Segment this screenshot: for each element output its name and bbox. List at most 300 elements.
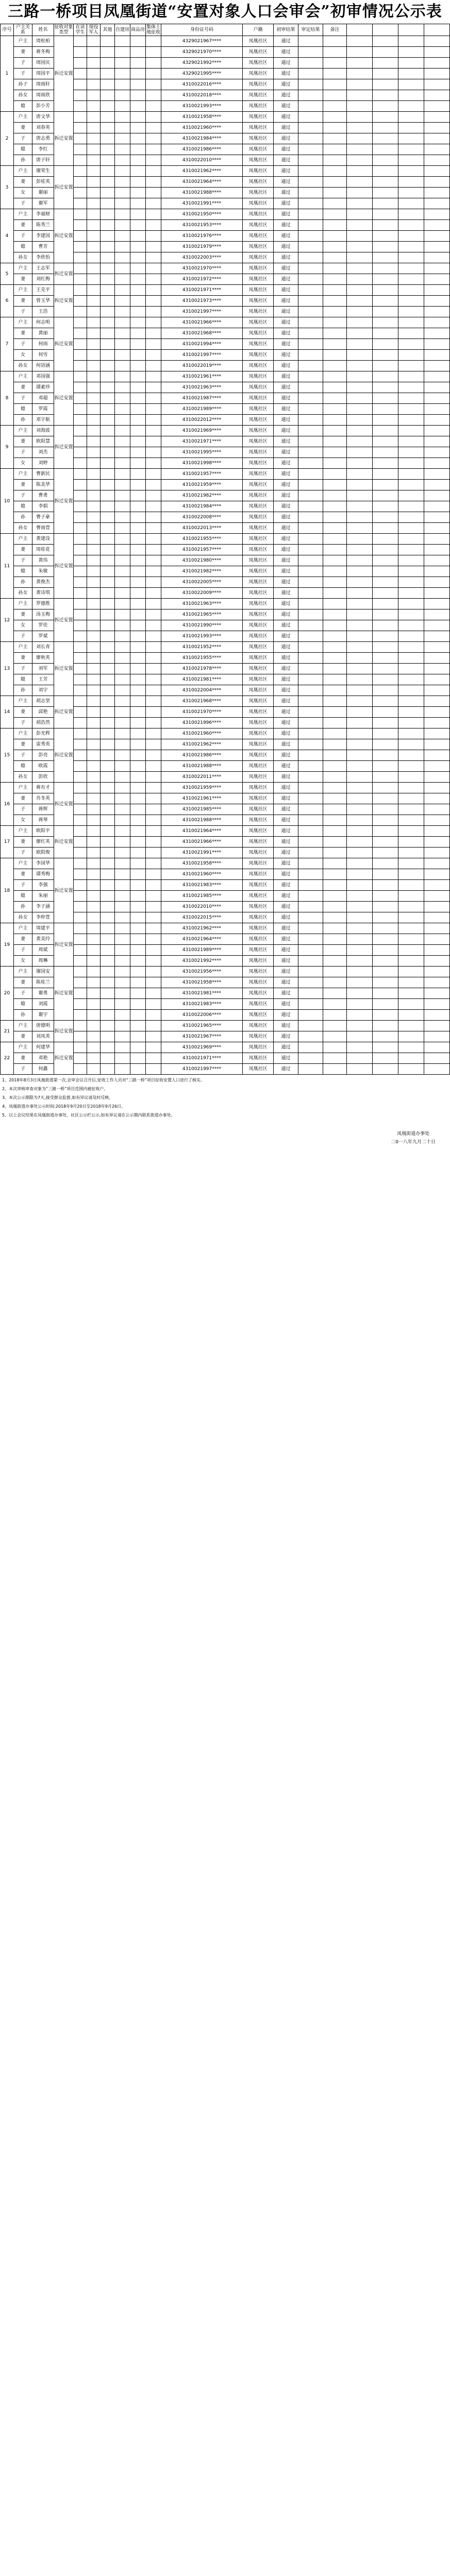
check-cell: 通过 (274, 999, 298, 1010)
military-cell (87, 209, 101, 220)
row-number: 7 (1, 317, 14, 371)
spacer-cell (424, 133, 450, 144)
spacer-cell (424, 858, 450, 869)
own-house-cell (115, 415, 130, 426)
military-cell (87, 772, 101, 783)
land-cell (146, 458, 161, 469)
relation-cell: 孙 (14, 415, 32, 426)
school-cell (74, 631, 87, 642)
result-cell (298, 317, 323, 328)
id-number-cell: 4310021956**** (161, 967, 243, 977)
other-cell (101, 956, 115, 967)
remark-cell (323, 772, 347, 783)
school-cell (74, 674, 87, 685)
spacer-cell (424, 945, 450, 956)
hukou-cell: 凤凰社区 (243, 588, 274, 599)
land-cell (146, 545, 161, 555)
military-cell (87, 101, 101, 112)
spacer-cell (398, 328, 424, 339)
spacer-cell (347, 577, 373, 588)
result-cell (298, 912, 323, 923)
check-cell: 通过 (274, 750, 298, 761)
check-cell: 通过 (274, 869, 298, 880)
school-cell (74, 480, 87, 490)
spacer-cell (424, 912, 450, 923)
other-cell (101, 761, 115, 772)
remark-cell (323, 188, 347, 198)
spacer-cell (373, 858, 398, 869)
land-cell (146, 242, 161, 252)
school-cell (74, 891, 87, 902)
result-cell (298, 382, 323, 393)
school-cell (74, 1021, 87, 1031)
spacer-cell (373, 371, 398, 382)
own-house-cell (115, 458, 130, 469)
military-cell (87, 696, 101, 707)
result-cell (298, 426, 323, 436)
spacer-cell (424, 642, 450, 653)
hukou-cell: 凤凰社区 (243, 923, 274, 934)
hukou-cell: 凤凰社区 (243, 804, 274, 815)
row-number: 19 (1, 923, 14, 967)
id-number-cell: 4310021987**** (161, 393, 243, 404)
school-cell (74, 739, 87, 750)
spacer-cell (347, 685, 373, 696)
land-cell (146, 967, 161, 977)
hukou-cell: 凤凰社区 (243, 750, 274, 761)
other-cell (101, 880, 115, 891)
spacer-cell (398, 339, 424, 350)
spacer-cell (347, 555, 373, 566)
merch-house-cell (130, 588, 146, 599)
spacer-cell (347, 242, 373, 252)
merch-house-cell (130, 1010, 146, 1021)
spacer-cell (398, 783, 424, 793)
other-cell (101, 653, 115, 664)
relation-cell: 子 (14, 231, 32, 242)
hukou-cell: 凤凰社区 (243, 1021, 274, 1031)
school-cell (74, 599, 87, 609)
military-cell (87, 739, 101, 750)
remark-cell (323, 512, 347, 523)
hukou-cell: 凤凰社区 (243, 934, 274, 945)
hukou-cell: 凤凰社区 (243, 133, 274, 144)
spacer-cell (424, 480, 450, 490)
spacer-cell (398, 166, 424, 177)
own-house-cell (115, 69, 130, 79)
spacer-cell (373, 566, 398, 577)
military-cell (87, 599, 101, 609)
own-house-cell (115, 988, 130, 999)
spacer-cell (424, 826, 450, 837)
check-cell: 通过 (274, 371, 298, 382)
remark-cell (323, 815, 347, 826)
spacer-cell (347, 653, 373, 664)
own-house-cell (115, 642, 130, 653)
hukou-cell: 凤凰社区 (243, 555, 274, 566)
type-cell: 拆迁安置 (54, 112, 74, 166)
merch-house-cell (130, 664, 146, 674)
own-house-cell (115, 609, 130, 620)
relation-cell: 子 (14, 339, 32, 350)
spacer-cell (347, 133, 373, 144)
military-cell (87, 361, 101, 371)
spacer-cell (347, 750, 373, 761)
military-cell (87, 307, 101, 317)
land-cell (146, 664, 161, 674)
table-row (1, 826, 450, 837)
header-own: 自建房 (115, 24, 130, 36)
spacer-cell (347, 296, 373, 307)
relation-cell: 妻 (14, 653, 32, 664)
land-cell (146, 728, 161, 739)
relation-cell: 妻 (14, 977, 32, 988)
hukou-cell: 凤凰社区 (243, 956, 274, 967)
result-cell (298, 36, 323, 47)
check-cell: 通过 (274, 891, 298, 902)
spacer-cell (347, 123, 373, 133)
spacer-cell (398, 123, 424, 133)
military-cell (87, 382, 101, 393)
hukou-cell: 凤凰社区 (243, 447, 274, 458)
land-cell (146, 90, 161, 101)
other-cell (101, 977, 115, 988)
spacer-cell (347, 880, 373, 891)
merch-house-cell (130, 231, 146, 242)
result-cell (298, 945, 323, 956)
spacer-cell (398, 945, 424, 956)
id-number-cell: 4310021957**** (161, 545, 243, 555)
spacer-cell (398, 718, 424, 728)
spacer-cell (424, 58, 450, 69)
name-cell: 刘宇 (32, 685, 54, 696)
name-cell: 朱敏 (32, 566, 54, 577)
own-house-cell (115, 404, 130, 415)
name-cell: 陈秀兰 (32, 220, 54, 231)
other-cell (101, 198, 115, 209)
land-cell (146, 696, 161, 707)
relation-cell: 户主 (14, 317, 32, 328)
merch-house-cell (130, 317, 146, 328)
military-cell (87, 1053, 101, 1064)
check-cell: 通过 (274, 588, 298, 599)
row-number: 5 (1, 263, 14, 285)
hukou-cell: 凤凰社区 (243, 101, 274, 112)
military-cell (87, 512, 101, 523)
remark-cell (323, 620, 347, 631)
school-cell (74, 999, 87, 1010)
spacer-cell (373, 1053, 398, 1064)
remark-cell (323, 653, 347, 664)
other-cell (101, 545, 115, 555)
remark-cell (323, 545, 347, 555)
id-number-cell: 4310021960**** (161, 869, 243, 880)
name-cell: 谢勇 (32, 988, 54, 999)
spacer-cell (373, 231, 398, 242)
other-cell (101, 307, 115, 317)
spacer-cell (373, 837, 398, 848)
result-cell (298, 1031, 323, 1042)
relation-cell: 子 (14, 133, 32, 144)
own-house-cell (115, 837, 130, 848)
id-number-cell: 4310021997**** (161, 307, 243, 317)
hukou-cell: 凤凰社区 (243, 339, 274, 350)
remark-cell (323, 123, 347, 133)
school-cell (74, 1064, 87, 1075)
merch-house-cell (130, 415, 146, 426)
land-cell (146, 123, 161, 133)
name-cell: 曹勇 (32, 490, 54, 501)
check-cell: 通过 (274, 761, 298, 772)
land-cell (146, 1053, 161, 1064)
military-cell (87, 815, 101, 826)
land-cell (146, 361, 161, 371)
merch-house-cell (130, 1053, 146, 1064)
spacer-cell (424, 934, 450, 945)
name-cell: 胡志坚 (32, 696, 54, 707)
school-cell (74, 793, 87, 804)
spacer-cell (373, 58, 398, 69)
other-cell (101, 112, 115, 123)
merch-house-cell (130, 1064, 146, 1075)
spacer-cell (373, 534, 398, 545)
hukou-cell: 凤凰社区 (243, 967, 274, 977)
land-cell (146, 436, 161, 447)
spacer-cell (373, 112, 398, 123)
school-cell (74, 285, 87, 296)
relation-cell: 子 (14, 1064, 32, 1075)
merch-house-cell (130, 555, 146, 566)
remark-cell (323, 307, 347, 317)
check-cell: 通过 (274, 361, 298, 371)
military-cell (87, 404, 101, 415)
other-cell (101, 1042, 115, 1053)
hukou-cell: 凤凰社区 (243, 902, 274, 912)
name-cell: 何语涵 (32, 361, 54, 371)
check-cell: 通过 (274, 480, 298, 490)
row-number: 11 (1, 534, 14, 599)
spacer-cell (347, 739, 373, 750)
spacer-cell (347, 1031, 373, 1042)
school-cell (74, 609, 87, 620)
other-cell (101, 577, 115, 588)
spacer-cell (424, 1064, 450, 1075)
id-number-cell: 4310021983**** (161, 999, 243, 1010)
spacer-cell (373, 469, 398, 480)
land-cell (146, 577, 161, 588)
spacer-cell (398, 599, 424, 609)
check-cell: 通过 (274, 815, 298, 826)
hukou-cell: 凤凰社区 (243, 664, 274, 674)
merch-house-cell (130, 750, 146, 761)
check-cell: 通过 (274, 555, 298, 566)
own-house-cell (115, 166, 130, 177)
military-cell (87, 545, 101, 555)
hukou-cell: 凤凰社区 (243, 209, 274, 220)
remark-cell (323, 47, 347, 58)
row-number: 3 (1, 166, 14, 209)
own-house-cell (115, 728, 130, 739)
land-cell (146, 977, 161, 988)
other-cell (101, 1064, 115, 1075)
other-cell (101, 512, 115, 523)
spacer-cell (398, 902, 424, 912)
result-cell (298, 285, 323, 296)
check-cell: 通过 (274, 653, 298, 664)
hukou-cell: 凤凰社区 (243, 772, 274, 783)
spacer-cell (424, 869, 450, 880)
own-house-cell (115, 426, 130, 436)
note-line: 1、2018年8月3日凤凰街道第一次,会审会议召开后,征收工作人员对“三路一桥”项目征收安置人口进行了核实。 (2, 1078, 205, 1082)
result-cell (298, 545, 323, 555)
school-cell (74, 869, 87, 880)
school-cell (74, 263, 87, 274)
merch-house-cell (130, 739, 146, 750)
spacer-cell (373, 177, 398, 188)
spacer-cell (424, 47, 450, 58)
school-cell (74, 1010, 87, 1021)
military-cell (87, 166, 101, 177)
relation-cell: 孙女 (14, 912, 32, 923)
land-cell (146, 231, 161, 242)
land-cell (146, 880, 161, 891)
spacer-cell (398, 772, 424, 783)
spacer-cell (424, 999, 450, 1010)
spacer-cell (398, 307, 424, 317)
land-cell (146, 609, 161, 620)
result-cell (298, 252, 323, 263)
id-number-cell: 4310021984**** (161, 501, 243, 512)
name-cell: 周国庆 (32, 58, 54, 69)
school-cell (74, 837, 87, 848)
own-house-cell (115, 826, 130, 837)
result-cell (298, 393, 323, 404)
check-cell: 通过 (274, 58, 298, 69)
merch-house-cell (130, 242, 146, 252)
own-house-cell (115, 739, 130, 750)
spacer-cell (347, 804, 373, 815)
school-cell (74, 101, 87, 112)
name-cell: 谢军 (32, 198, 54, 209)
name-cell: 黄建设 (32, 534, 54, 545)
spacer-cell (398, 837, 424, 848)
table-row (1, 426, 450, 436)
check-cell: 通过 (274, 523, 298, 534)
id-number-cell: 4310021971**** (161, 436, 243, 447)
other-cell (101, 609, 115, 620)
land-cell (146, 328, 161, 339)
spacer-cell (373, 956, 398, 967)
relation-cell: 子 (14, 307, 32, 317)
result-cell (298, 902, 323, 912)
id-number-cell: 4310021982**** (161, 490, 243, 501)
hukou-cell: 凤凰社区 (243, 891, 274, 902)
spacer-cell (373, 999, 398, 1010)
military-cell (87, 750, 101, 761)
school-cell (74, 144, 87, 155)
check-cell: 通过 (274, 1010, 298, 1021)
merch-house-cell (130, 436, 146, 447)
hukou-cell: 凤凰社区 (243, 620, 274, 631)
hukou-cell: 凤凰社区 (243, 155, 274, 166)
spacer-cell (347, 545, 373, 555)
id-number-cell: 4329021992**** (161, 58, 243, 69)
spacer-cell (373, 772, 398, 783)
other-cell (101, 999, 115, 1010)
military-cell (87, 967, 101, 977)
relation-cell: 妻 (14, 480, 32, 490)
land-cell (146, 707, 161, 718)
military-cell (87, 47, 101, 58)
school-cell (74, 512, 87, 523)
land-cell (146, 58, 161, 69)
merch-house-cell (130, 58, 146, 69)
merch-house-cell (130, 545, 146, 555)
other-cell (101, 750, 115, 761)
name-cell: 唐文华 (32, 112, 54, 123)
school-cell (74, 69, 87, 79)
name-cell: 刘婷 (32, 458, 54, 469)
own-house-cell (115, 750, 130, 761)
check-cell: 通过 (274, 490, 298, 501)
military-cell (87, 328, 101, 339)
own-house-cell (115, 1021, 130, 1031)
merch-house-cell (130, 880, 146, 891)
spacer-cell (424, 631, 450, 642)
relation-cell: 户主 (14, 728, 32, 739)
spacer-cell (398, 58, 424, 69)
other-cell (101, 469, 115, 480)
merch-house-cell (130, 912, 146, 923)
school-cell (74, 404, 87, 415)
relation-cell: 妻 (14, 177, 32, 188)
merch-house-cell (130, 609, 146, 620)
remark-cell (323, 783, 347, 793)
merch-house-cell (130, 501, 146, 512)
name-cell: 刘霞 (32, 999, 54, 1010)
result-cell (298, 469, 323, 480)
name-cell: 周建平 (32, 923, 54, 934)
spacer-cell (398, 1064, 424, 1075)
result-cell (298, 1064, 323, 1075)
table-row (1, 371, 450, 382)
relation-cell: 妻 (14, 707, 32, 718)
spacer-cell (373, 664, 398, 674)
hukou-cell: 凤凰社区 (243, 577, 274, 588)
relation-cell: 子 (14, 393, 32, 404)
own-house-cell (115, 177, 130, 188)
result-cell (298, 858, 323, 869)
spacer-cell (373, 653, 398, 664)
spacer-cell (398, 1042, 424, 1053)
spacer-cell (424, 79, 450, 90)
resident-table (0, 24, 450, 1075)
result-cell (298, 891, 323, 902)
relation-cell: 子 (14, 490, 32, 501)
result-cell (298, 447, 323, 458)
id-number-cell: 4310022016**** (161, 79, 243, 90)
spacer-cell (424, 90, 450, 101)
spacer-cell (398, 242, 424, 252)
hukou-cell: 凤凰社区 (243, 426, 274, 436)
spacer-cell (424, 242, 450, 252)
spacer-cell (424, 404, 450, 415)
id-number-cell: 4310021992**** (161, 956, 243, 967)
spacer-cell (373, 1021, 398, 1031)
check-cell: 通过 (274, 155, 298, 166)
spacer-cell (424, 891, 450, 902)
relation-cell: 妻 (14, 220, 32, 231)
